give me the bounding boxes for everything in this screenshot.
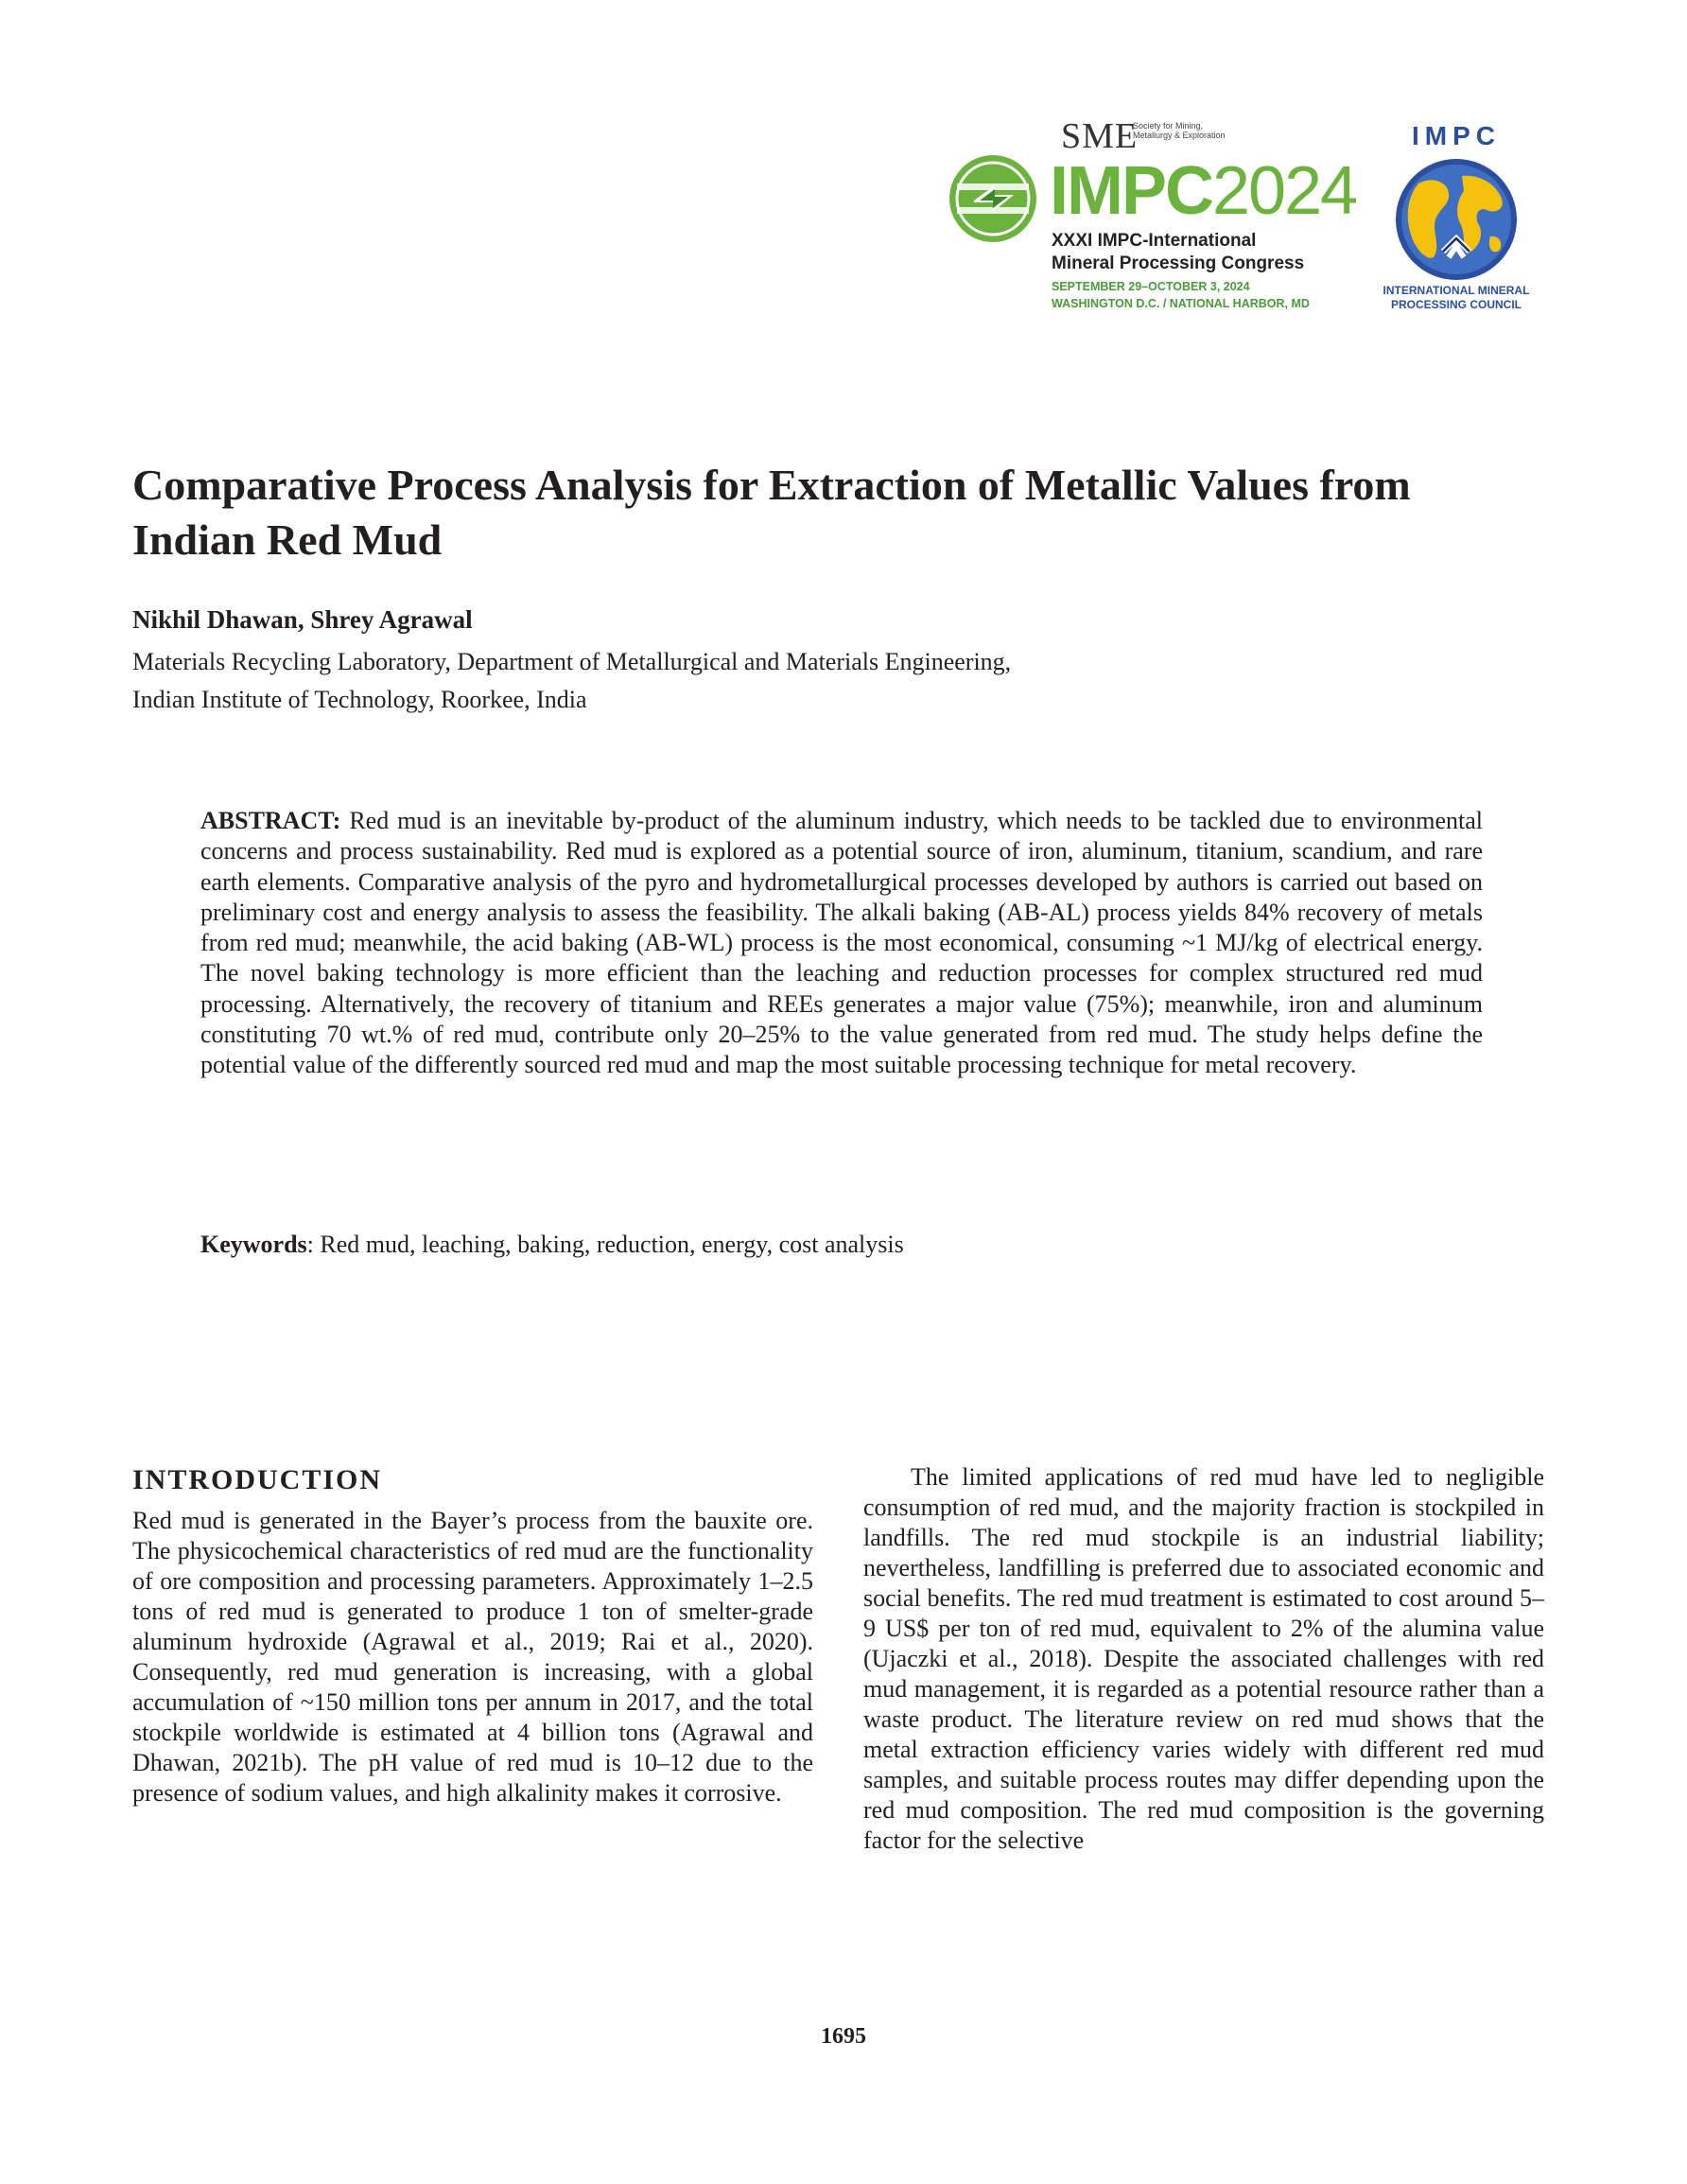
sme-logo-text: SME: [1061, 116, 1139, 156]
council-logo-title: IMPC: [1412, 121, 1501, 150]
globe-icon: [1381, 155, 1532, 284]
council-caption-line2: PROCESSING COUNCIL: [1390, 298, 1522, 311]
council-logo-caption: [1362, 284, 1551, 312]
abstract: [200, 806, 1483, 1081]
impc-year: 2024: [1212, 153, 1357, 229]
page-number: 1695: [821, 2024, 866, 2049]
sme-subtitle: Society for Mining, Metallurgy & Exploration: [1133, 121, 1226, 140]
congress-dates: SEPTEMBER 29–OCTOBER 3, 2024: [1052, 280, 1250, 293]
congress-name-line1: XXXI IMPC-International: [1052, 231, 1257, 251]
impc-swirl-icon: [946, 151, 1040, 246]
abstract-text: Red mud is an inevitable by-product of the aluminum industry, which needs to be tackled due to environmental concerns and process sustainability. Red mud is explored as a potential source of iron, aluminum, titanium, scandium, and rare earth elements. Comparative analysis of the pyro and hydrometallurgical processes developed by authors is carried out based on preliminary cost and energy analysis to assess the feasibility. The alkali baking (AB-AL) process yields 84% recovery of metals from red mud; meanwhile, the acid baking (AB-WL) process is the most economical, consuming ~1 MJ/kg of electrical energy. The novel baking technology is more efficient than the leaching and reduction processes for complex structured red mud processing. Alternatively, the recovery of titanium and REEs generates a major value (75%); meanwhile, iron and aluminum constituting 70 wt.% of red mud, contribute only 20–25% to the value generated from red mud. The study helps define the potential value of the differently sourced red mud and map the most suitable processing technique for metal recovery.: [200, 807, 1483, 1079]
keywords: [200, 1230, 1483, 1260]
author-affiliation: [132, 643, 1456, 719]
keywords-label: Keywords: [200, 1231, 307, 1258]
introduction-paragraph-right: The limited applications of red mud have led to negligible consumption of red mud, and the majority fraction is stockpiled in landfills. The red mud stockpile is an industrial liability; nevertheless, landfilling is preferred due to associated economic and social benefits. The red mud treatment is estimated to cost around 5–9 US$ per ton of red mud, equivalent to 2% of the alumina value (Ujaczki et al., 2018). Despite the associated challenges with red mud management, it is regarded as a potential resource rather than a waste product. The literature review on red mud shows that the metal extraction efficiency varies widely with different red mud samples, and suitable process routes may differ depending upon the red mud composition. The red mud composition is the governing factor for the selective: [863, 1463, 1544, 1854]
introduction-paragraph-left: Red mud is generated in the Bayer’s process from the bauxite ore. The physicochemical characteristics of red mud are the functionality of ore composition and processing parameters. Approximately 1–2.5 tons of red mud is generated to produce 1 ton of smelter-grade aluminum hydroxide (Agrawal et al., 2019; Rai et al., 2020). Consequently, red mud generation is increasing, with a global accumulation of ~150 million tons per annum in 2017, and the total stockpile worldwide is estimated at 4 billion tons (Agrawal and Dhawan, 2021b). The pH value of red mud is 10–12 due to the presence of sodium values, and high alkalinity makes it corrosive.: [132, 1507, 813, 1807]
abstract-label: ABSTRACT:: [200, 807, 341, 834]
impc-logotype: [1050, 153, 1356, 229]
affiliation-line1: Materials Recycling Laboratory, Department of Metallurgical and Materials Engineering,: [132, 648, 1012, 675]
council-caption-line1: INTERNATIONAL MINERAL: [1383, 284, 1530, 297]
paper-title: Comparative Process Analysis for Extraction of Metallic Values from Indian Red Mud: [132, 461, 1411, 564]
congress-location: WASHINGTON D.C. / NATIONAL HARBOR, MD: [1052, 297, 1310, 310]
impc-council-logo: [1362, 121, 1551, 320]
congress-name-line2: Mineral Processing Congress: [1052, 253, 1305, 273]
paper-authors: Nikhil Dhawan, Shrey Agrawal: [132, 605, 473, 634]
affiliation-line2: Indian Institute of Technology, Roorkee, India: [132, 686, 587, 713]
impc-2024-logo: [946, 115, 1357, 323]
impc-word: IMPC: [1050, 153, 1212, 229]
section-heading-introduction: INTRODUCTION: [132, 1464, 383, 1495]
keywords-text: : Red mud, leaching, baking, reduction, energy, cost analysis: [306, 1231, 904, 1258]
